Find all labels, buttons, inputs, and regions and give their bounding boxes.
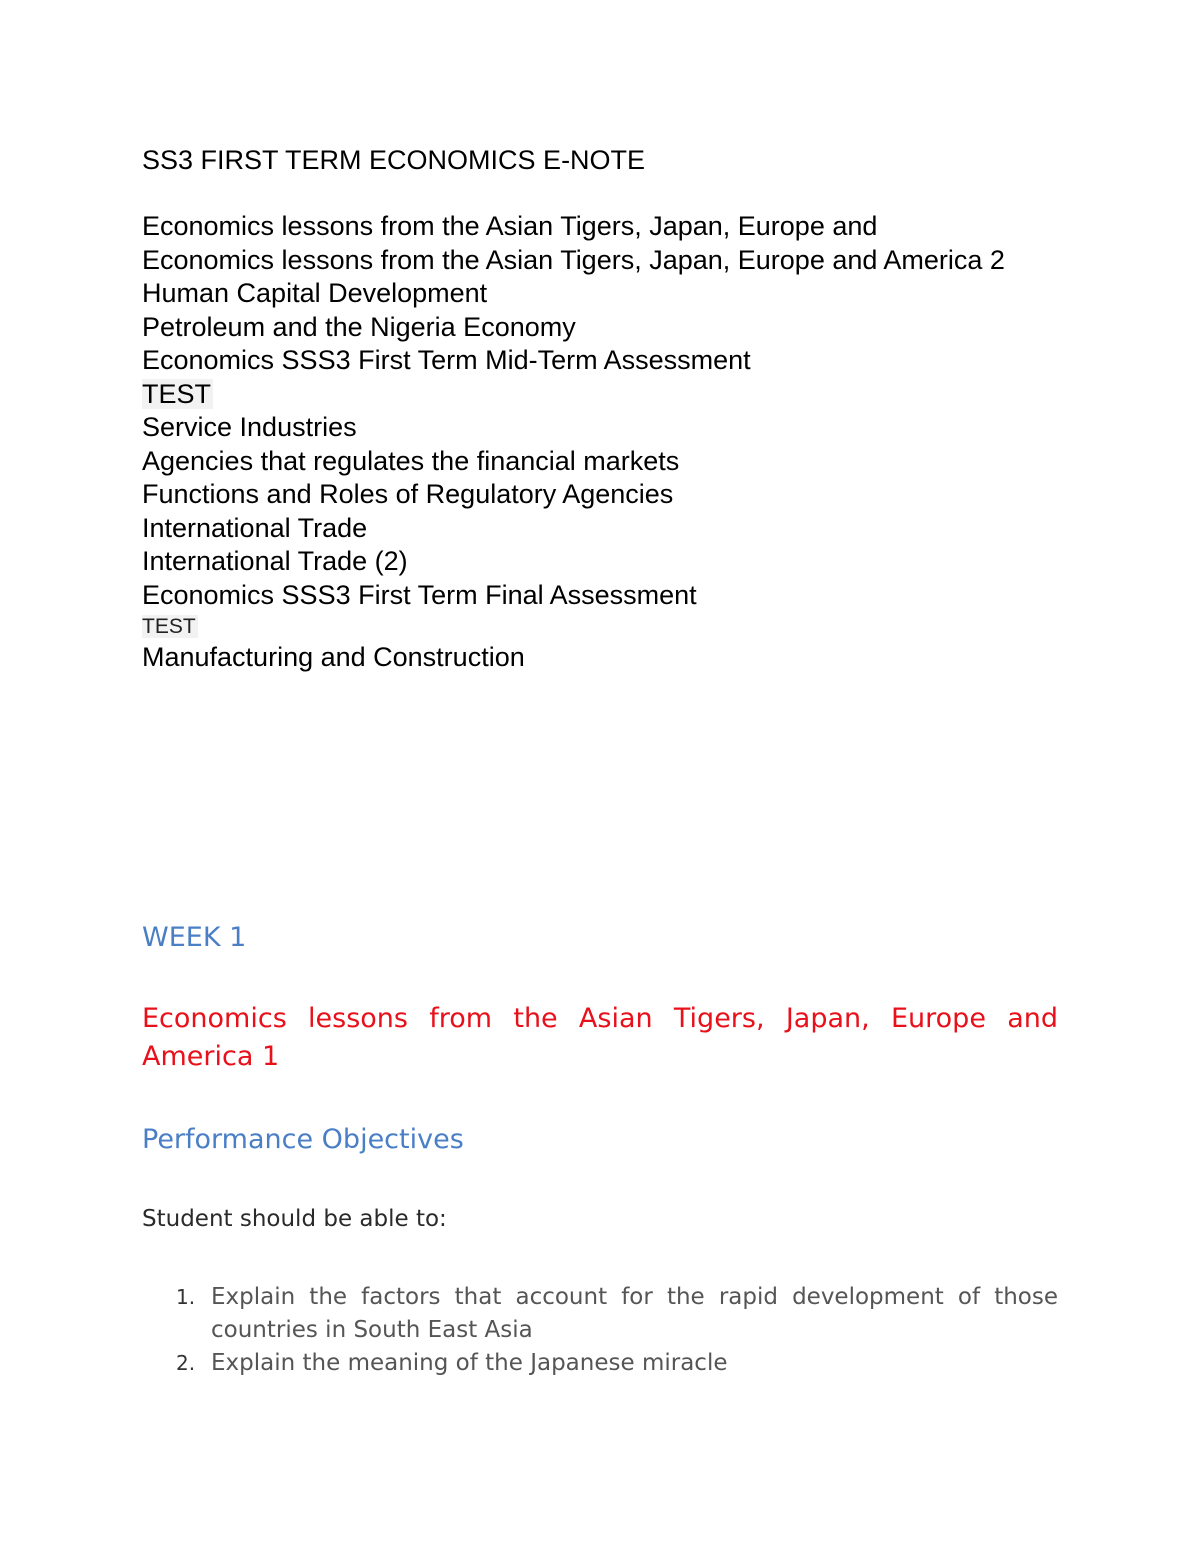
toc-item[interactable]: Agencies that regulates the financial markets <box>142 445 680 476</box>
list-item <box>142 1347 1058 1380</box>
objective-text: Explain the factors that account for the rapid development of those countries in South East Asia <box>211 1284 1058 1343</box>
test-label: TEST <box>142 378 212 409</box>
toc-item[interactable]: Economics lessons from the Asian Tigers, Japan, Europe and America 2 <box>142 244 1005 275</box>
toc-item[interactable]: Economics SSS3 First Term Final Assessment <box>142 579 697 610</box>
list-number: 1. <box>176 1285 196 1309</box>
toc-item[interactable]: Human Capital Development <box>142 278 488 308</box>
test-label: TEST <box>142 615 196 638</box>
toc-item[interactable]: International Trade (2) <box>142 546 408 576</box>
toc-item[interactable]: Manufacturing and Construction <box>142 642 525 672</box>
list-number: 2. <box>176 1351 196 1375</box>
week-heading: WEEK 1 <box>142 922 247 953</box>
objectives-heading: Performance Objectives <box>142 1124 464 1155</box>
toc-item[interactable] <box>142 378 1072 412</box>
toc-item[interactable]: International Trade <box>142 512 368 543</box>
objective-text: Explain the meaning of the Japanese miracle <box>211 1350 728 1376</box>
toc-item[interactable]: Petroleum and the Nigeria Economy <box>142 311 576 342</box>
lesson-title: Economics lessons from the Asian Tigers, Japan, Europe and America 1 <box>142 1003 1058 1072</box>
document-title: SS3 FIRST TERM ECONOMICS E-NOTE <box>142 145 646 175</box>
toc-item[interactable]: Economics SSS3 First Term Mid-Term Assessment <box>142 345 751 375</box>
objectives-list <box>142 1281 1058 1380</box>
toc-item[interactable]: Service Industries <box>142 412 357 442</box>
toc-item[interactable]: Functions and Roles of Regulatory Agencies <box>142 479 674 509</box>
objectives-intro: Student should be able to: <box>142 1206 447 1232</box>
list-item <box>142 1281 1058 1347</box>
table-of-contents <box>142 210 1072 675</box>
toc-item[interactable]: Economics lessons from the Asian Tigers, Japan, Europe and <box>142 211 878 241</box>
toc-item[interactable] <box>142 612 1072 641</box>
